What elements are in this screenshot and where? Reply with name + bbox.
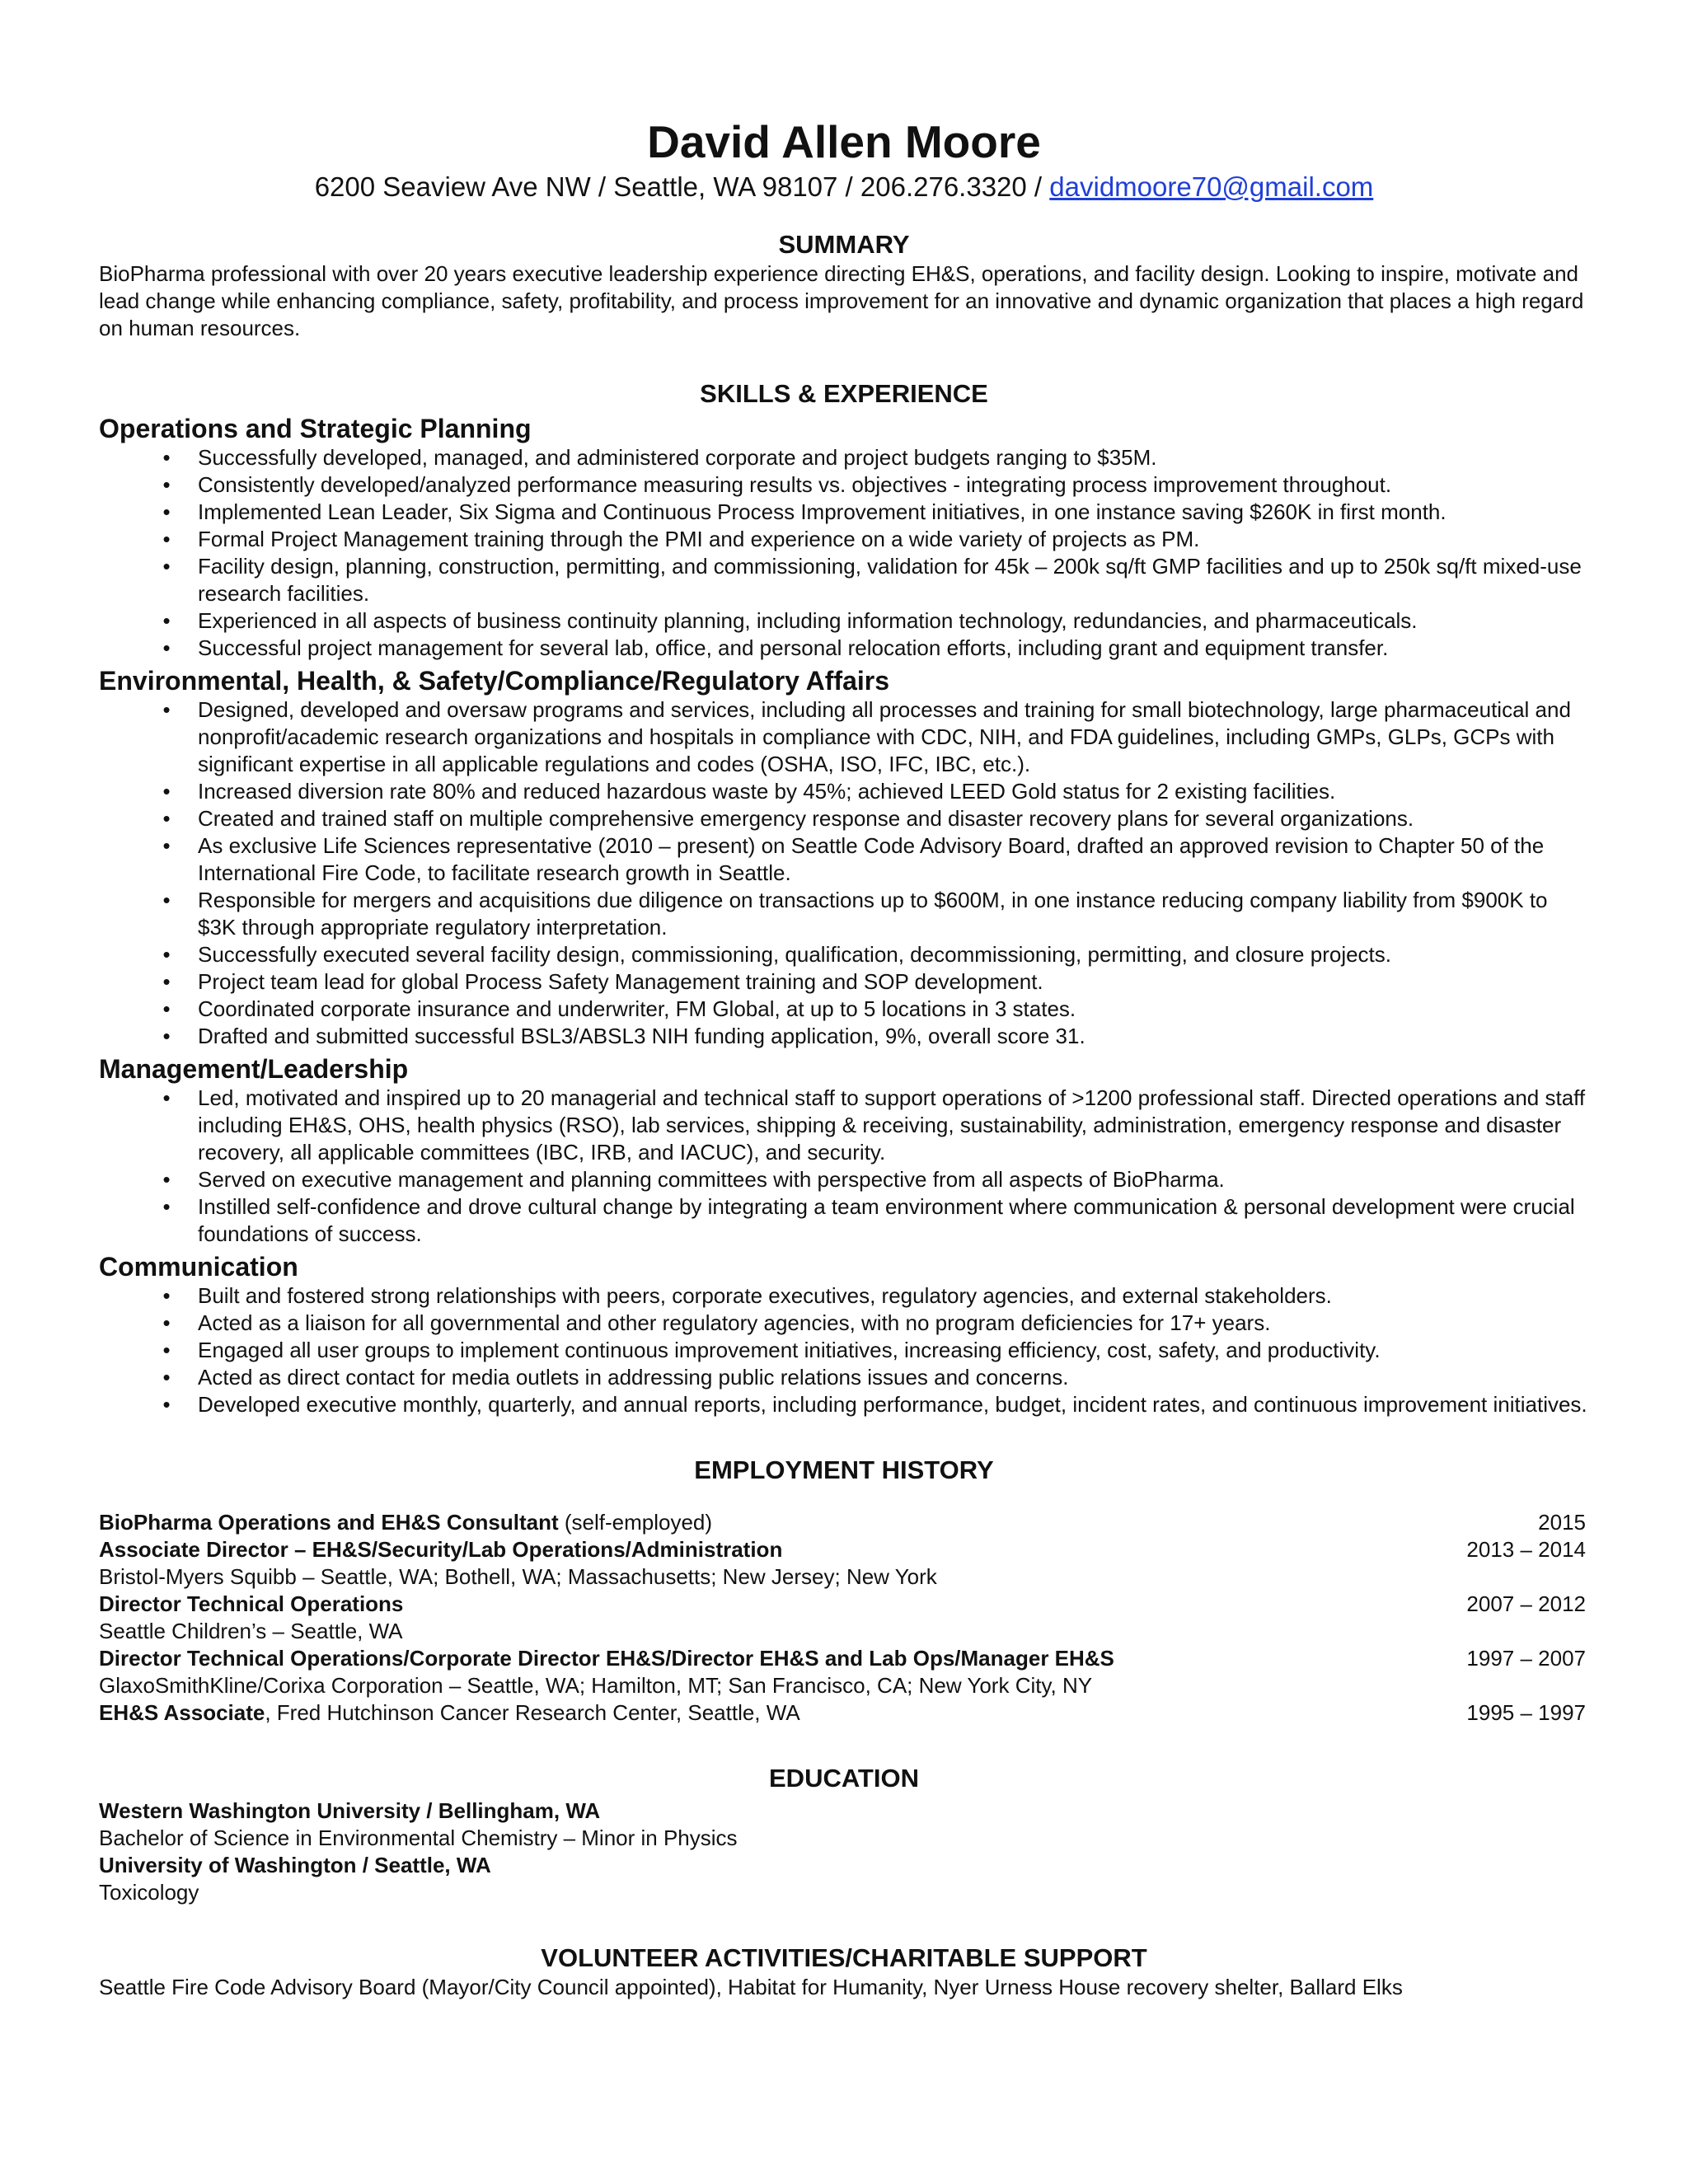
employment-row <box>99 1618 1589 1645</box>
list-item <box>99 1364 1589 1391</box>
list-item <box>99 607 1589 635</box>
skills-bullet-list <box>99 1282 1589 1418</box>
bullet-icon: • <box>162 1310 171 1335</box>
list-item-text: Consistently developed/analyzed performance measuring results vs. objectives - integrating process improvement throughout. <box>198 472 1392 497</box>
list-item-text: Engaged all user groups to implement continuous improvement initiatives, increasing efficiency, cost, safety, and productivity. <box>198 1338 1381 1362</box>
education-institution: University of Washington / Seattle, WA <box>99 1853 491 1877</box>
contact-address: 6200 Seaview Ave NW / Seattle, WA 98107 / 206.276.3320 / <box>314 171 1050 202</box>
employment-row <box>99 1536 1589 1563</box>
employment-title: EMPLOYMENT HISTORY <box>694 1455 994 1484</box>
list-item <box>99 996 1589 1023</box>
bullet-icon: • <box>162 1338 171 1362</box>
skills-group-heading: Communication <box>99 1252 298 1282</box>
bullet-icon: • <box>162 1167 171 1192</box>
list-item-text: As exclusive Life Sciences representative (2010 – present) on Seattle Code Advisory Board, drafted an approved revision to Chapter 50 of the International Fire Code, to facilitate research growth in Seattle. <box>198 833 1545 885</box>
education-institution: Western Washington University / Bellingham, WA <box>99 1798 601 1823</box>
list-item-text: Acted as a liaison for all governmental and other regulatory agencies, with no program deficiencies for 17+ years. <box>198 1310 1271 1335</box>
list-item-text: Coordinated corporate insurance and underwriter, FM Global, at up to 5 locations in 3 states. <box>198 996 1076 1021</box>
employment-row <box>99 1563 1589 1591</box>
employment-detail-text: GlaxoSmithKline/Corixa Corporation – Seattle, WA; Hamilton, MT; San Francisco, CA; New York City, NY <box>99 1673 1093 1698</box>
employment-dates: 1997 – 2007 <box>1466 1646 1586 1671</box>
list-item <box>99 1337 1589 1364</box>
skills-bullet-list <box>99 444 1589 662</box>
list-item <box>99 805 1589 832</box>
employment-detail-text: Bristol-Myers Squibb – Seattle, WA; Bothell, WA; Massachusetts; New Jersey; New York <box>99 1564 937 1589</box>
list-item-text: Successfully developed, managed, and administered corporate and project budgets ranging to $35M. <box>198 445 1157 470</box>
list-item-text: Implemented Lean Leader, Six Sigma and Continuous Process Improvement initiatives, in one instance saving $260K in first month. <box>198 499 1447 524</box>
list-item <box>99 635 1589 662</box>
list-item-text: Built and fostered strong relationships with peers, corporate executives, regulatory agencies, and external stakeholders. <box>198 1283 1332 1308</box>
list-item-text: Project team lead for global Process Safety Management training and SOP development. <box>198 969 1043 994</box>
list-item <box>99 1085 1589 1166</box>
employment-row <box>99 1591 1589 1618</box>
summary-title: SUMMARY <box>778 230 910 259</box>
list-item <box>99 887 1589 941</box>
list-item <box>99 1193 1589 1248</box>
employment-entry <box>99 1645 1114 1672</box>
employment-title-text: Director Technical Operations <box>99 1591 404 1616</box>
list-item <box>99 444 1589 471</box>
list-item <box>99 1023 1589 1050</box>
bullet-icon: • <box>162 1085 171 1110</box>
employment-detail-text: , Fred Hutchinson Cancer Research Center, Seattle, WA <box>265 1700 800 1725</box>
candidate-name: David Allen Moore <box>647 116 1041 167</box>
bullet-icon: • <box>162 1024 171 1048</box>
list-item-text: Served on executive management and planning committees with perspective from all aspects of BioPharma. <box>198 1167 1225 1192</box>
employment-entry <box>99 1563 937 1591</box>
list-item <box>99 471 1589 499</box>
employment-list <box>99 1509 1589 1727</box>
employment-dates: 2015 <box>1538 1510 1586 1535</box>
bullet-icon: • <box>162 1365 171 1390</box>
summary-text: BioPharma professional with over 20 years executive leadership experience directing EH&S, operations, and facility design. Looking to inspire, motivate and lead change while enhancing compliance, safety, profitability, and process improvement for an innovative and dynamic organization that places a high regard on human resources. <box>99 261 1584 340</box>
list-item-text: Successfully executed several facility design, commissioning, qualification, decommissioning, permitting, and closure projects. <box>198 942 1392 967</box>
bullet-icon: • <box>162 1194 171 1219</box>
list-item <box>99 499 1589 526</box>
employment-row <box>99 1645 1589 1672</box>
employment-entry <box>99 1591 403 1618</box>
list-item <box>99 1166 1589 1193</box>
list-item-text: Developed executive monthly, quarterly, and annual reports, including performance, budget, incident rates, and continuous improvement initiatives. <box>198 1392 1587 1417</box>
bullet-icon: • <box>162 969 171 994</box>
volunteer-text: Seattle Fire Code Advisory Board (Mayor/City Council appointed), Habitat for Humanity, Nyer Urness House recovery shelter, Ballard Elks <box>99 1975 1403 1999</box>
skills-group-heading: Operations and Strategic Planning <box>99 414 532 443</box>
skills-bullet-list <box>99 696 1589 1050</box>
list-item-text: Successful project management for several lab, office, and personal relocation efforts, including grant and equipment transfer. <box>198 635 1389 660</box>
education-list <box>99 1797 1589 1906</box>
list-item-text: Acted as direct contact for media outlets in addressing public relations issues and concerns. <box>198 1365 1069 1390</box>
skills-group-heading: Environmental, Health, & Safety/Compliance/Regulatory Affairs <box>99 666 890 696</box>
bullet-icon: • <box>162 1283 171 1308</box>
education-degree: Toxicology <box>99 1880 199 1905</box>
list-item <box>99 1310 1589 1337</box>
bullet-icon: • <box>162 806 171 831</box>
volunteer-title: VOLUNTEER ACTIVITIES/CHARITABLE SUPPORT <box>541 1943 1147 1972</box>
skills-group-heading: Management/Leadership <box>99 1054 409 1084</box>
employment-detail-text: (self-employed) <box>558 1510 713 1535</box>
list-item <box>99 526 1589 553</box>
skills-bullet-list <box>99 1085 1589 1248</box>
list-item-text: Experienced in all aspects of business continuity planning, including information technology, redundancies, and pharmaceuticals. <box>198 608 1418 633</box>
list-item <box>99 941 1589 968</box>
employment-entry <box>99 1699 800 1727</box>
list-item-text: Instilled self-confidence and drove cultural change by integrating a team environment where communication & personal development were crucial foundations of success. <box>198 1194 1575 1246</box>
list-item-text: Designed, developed and oversaw programs and services, including all processes and training for small biotechnology, large pharmaceutical and nonprofit/academic research organizations and hospitals in compliance with CDC, NIH, and FDA guidelines, including GMPs, GLPs, GCPs with significant expertise in all applicable regulations and codes (OSHA, ISO, IFC, IBC, etc.). <box>198 697 1571 776</box>
employment-title-text: Associate Director – EH&S/Security/Lab Operations/Administration <box>99 1537 783 1562</box>
education-title: EDUCATION <box>769 1764 919 1793</box>
employment-entry <box>99 1672 1092 1699</box>
list-item-text: Led, motivated and inspired up to 20 managerial and technical staff to support operations of >1200 professional staff. Directed operations and staff including EH&S, OHS, health physics (RSO), lab services, shipping & receiving, sustainability, administration, emergency response and disaster recovery, all applicable committees (IBC, IRB, and IACUC), and security. <box>198 1085 1586 1165</box>
contact-line <box>99 170 1589 204</box>
list-item <box>99 1391 1589 1418</box>
bullet-icon: • <box>162 888 171 912</box>
bullet-icon: • <box>162 942 171 967</box>
bullet-icon: • <box>162 472 171 497</box>
list-item-text: Drafted and submitted successful BSL3/ABSL3 NIH funding application, 9%, overall score 31. <box>198 1024 1085 1048</box>
bullet-icon: • <box>162 697 171 722</box>
employment-dates: 2013 – 2014 <box>1466 1537 1586 1562</box>
bullet-icon: • <box>162 779 171 804</box>
skills-title: SKILLS & EXPERIENCE <box>700 379 988 408</box>
list-item-text: Increased diversion rate 80% and reduced hazardous waste by 45%; achieved LEED Gold status for 2 existing facilities. <box>198 779 1336 804</box>
bullet-icon: • <box>162 554 171 579</box>
employment-entry <box>99 1509 712 1536</box>
bullet-icon: • <box>162 608 171 633</box>
bullet-icon: • <box>162 445 171 470</box>
list-item <box>99 778 1589 805</box>
employment-title-text: Director Technical Operations/Corporate Director EH&S/Director EH&S and Lab Ops/Manager EH&S <box>99 1646 1114 1671</box>
employment-title-text: EH&S Associate <box>99 1700 265 1725</box>
employment-row <box>99 1509 1589 1536</box>
bullet-icon: • <box>162 996 171 1021</box>
education-degree: Bachelor of Science in Environmental Chemistry – Minor in Physics <box>99 1825 738 1850</box>
employment-entry <box>99 1536 782 1563</box>
employment-title-text: BioPharma Operations and EH&S Consultant <box>99 1510 559 1535</box>
list-item-text: Created and trained staff on multiple comprehensive emergency response and disaster recovery plans for several organizations. <box>198 806 1414 831</box>
list-item <box>99 553 1589 607</box>
employment-dates: 1995 – 1997 <box>1466 1700 1586 1725</box>
list-item-text: Facility design, planning, construction, permitting, and commissioning, validation for 45k – 200k sq/ft GMP facilities and up to 250k sq/ft mixed-use research facilities. <box>198 554 1582 606</box>
list-item <box>99 832 1589 887</box>
email-link[interactable]: davidmoore70@gmail.com <box>1049 171 1374 202</box>
bullet-icon: • <box>162 833 171 858</box>
bullet-icon: • <box>162 499 171 524</box>
skills-groups <box>99 413 1589 1418</box>
employment-detail-text: Seattle Children’s – Seattle, WA <box>99 1619 403 1643</box>
bullet-icon: • <box>162 1392 171 1417</box>
employment-dates: 2007 – 2012 <box>1466 1591 1586 1616</box>
list-item <box>99 1282 1589 1310</box>
bullet-icon: • <box>162 527 171 551</box>
list-item <box>99 696 1589 778</box>
employment-entry <box>99 1618 403 1645</box>
employment-row <box>99 1672 1589 1699</box>
employment-row <box>99 1699 1589 1727</box>
list-item-text: Formal Project Management training through the PMI and experience on a wide variety of projects as PM. <box>198 527 1200 551</box>
list-item <box>99 968 1589 996</box>
bullet-icon: • <box>162 635 171 660</box>
list-item-text: Responsible for mergers and acquisitions due diligence on transactions up to $600M, in one instance reducing company liability from $900K to $3K through appropriate regulatory interpretation. <box>198 888 1548 940</box>
